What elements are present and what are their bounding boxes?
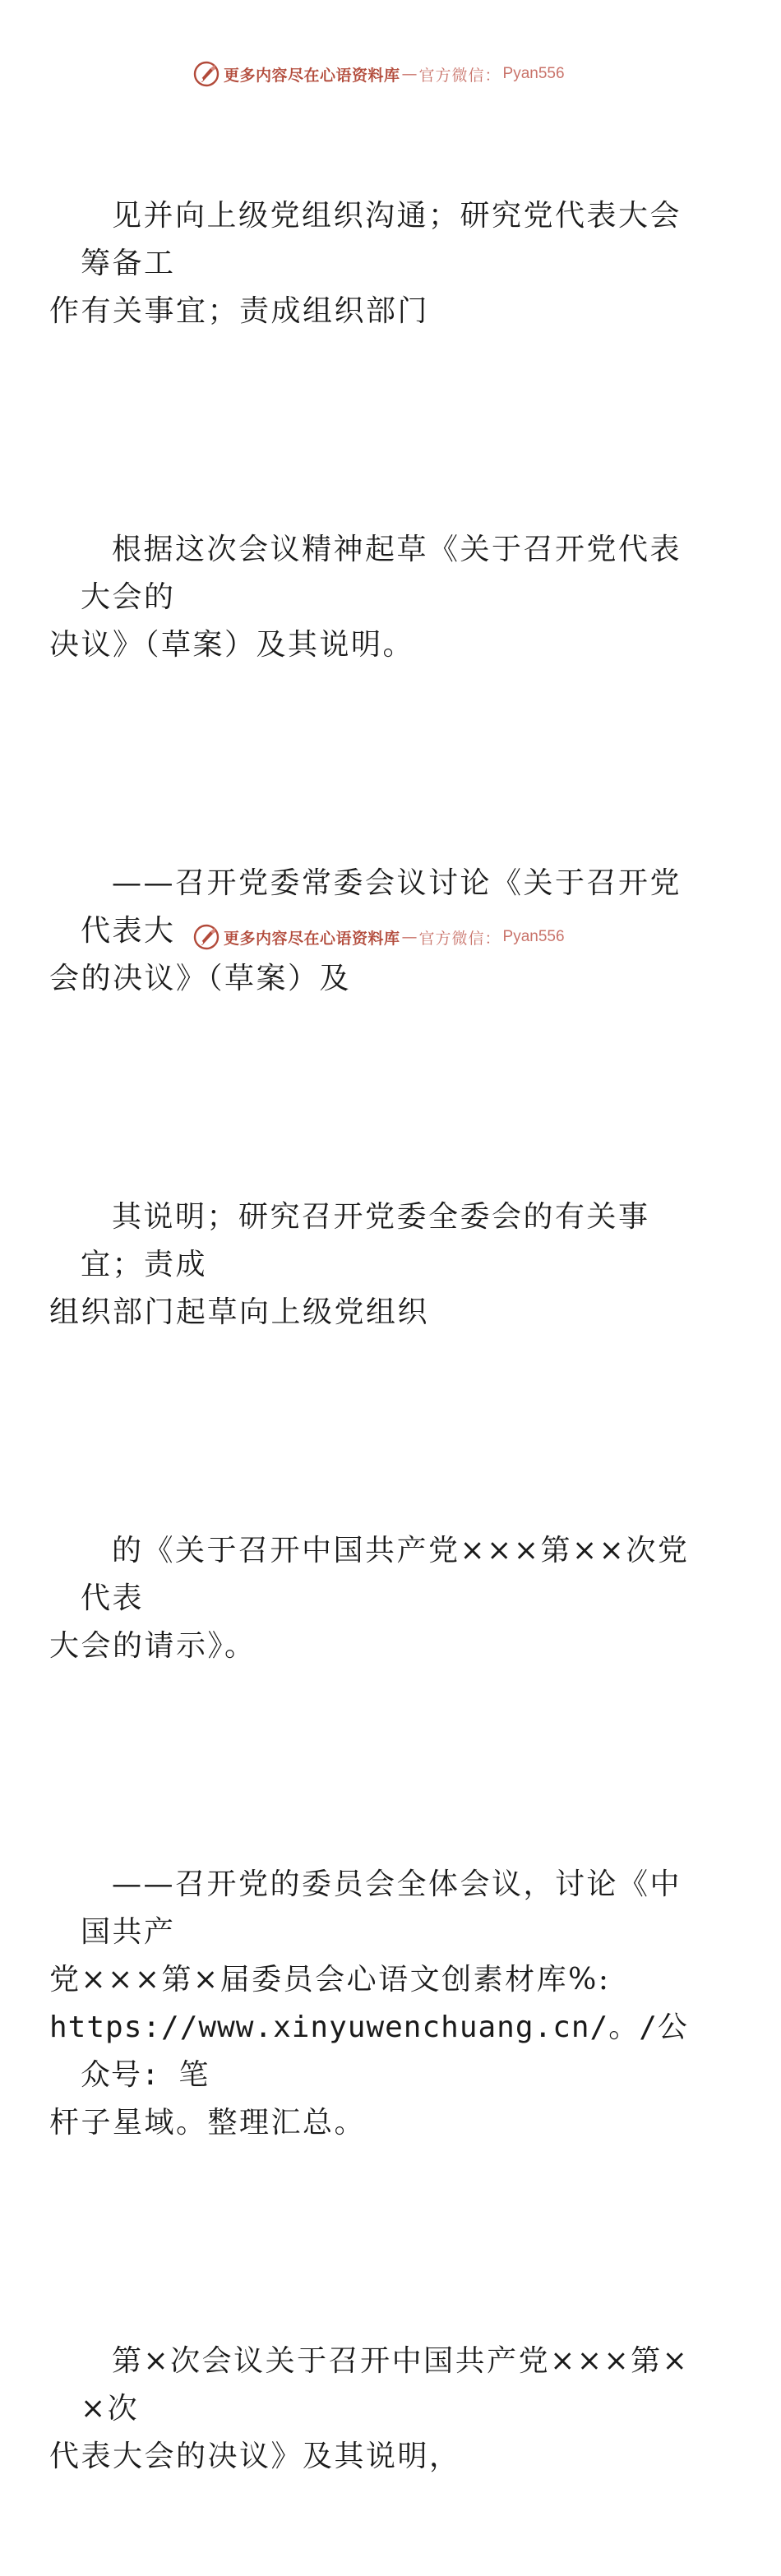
- paragraph-line: 组织部门起草向上级党组织: [49, 1295, 430, 1329]
- paragraph-line: ——召开党的委员会全体会议，讨论《中国共产: [81, 1867, 682, 1949]
- paragraph-line: 大会的请示》。: [49, 1629, 256, 1663]
- paragraph-1: [49, 97, 705, 431]
- header-watermark-banner: [192, 59, 565, 89]
- paragraph-line: 党×××第×届委员会心语文创素材库%:: [49, 1963, 611, 1997]
- paragraph-line: 代表大会的决议》及其说明，: [49, 2440, 461, 2473]
- paragraph-4: [49, 1098, 705, 1432]
- banner-brand-text: 更多内容尽在心语资料库: [224, 929, 400, 948]
- paragraph-line: 第×次会议关于召开中国共产党×××第××次: [81, 2344, 690, 2426]
- paragraph-2: [49, 431, 705, 764]
- footer-watermark-banner: [192, 922, 565, 952]
- paragraph-5: [49, 1432, 705, 1766]
- quill-pen-icon: [192, 923, 220, 951]
- paragraph-7: [49, 2242, 705, 2576]
- banner-brand-text: 更多内容尽在心语资料库: [224, 66, 400, 85]
- paragraph-6: [49, 1766, 705, 2242]
- document-body: [49, 97, 705, 2576]
- paragraph-line: 杆子星域。整理汇总。: [49, 2106, 367, 2140]
- paragraph-line: 会的决议》（草案）及: [49, 962, 352, 995]
- paragraph-line: 的《关于召开中国共产党×××第××次党代表: [81, 1534, 690, 1615]
- banner-wechat-id: Pyan556: [502, 65, 565, 82]
- quill-pen-icon: [192, 60, 220, 88]
- banner-separator: —: [401, 928, 418, 946]
- banner-wechat-id: Pyan556: [502, 928, 565, 945]
- paragraph-line: 根据这次会议精神起草《关于召开党代表大会的: [81, 533, 682, 614]
- paragraph-line-url: https://www.xinyuwenchuang.cn/。/公众号: 笔: [49, 2010, 688, 2092]
- paragraph-line: 见并向上级党组织沟通；研究党代表大会筹备工: [81, 199, 682, 280]
- paragraph-line: 决议》（草案）及其说明。: [49, 628, 415, 662]
- paragraph-line: 作有关事宜；责成组织部门: [49, 294, 430, 328]
- banner-official-label: 官方微信：: [418, 929, 501, 948]
- banner-separator: —: [401, 65, 418, 83]
- paragraph-line: 其说明；研究召开党委全委会的有关事宜；责成: [81, 1200, 650, 1281]
- paragraph-line: ——召开党委常委会议讨论《关于召开党代表大: [81, 866, 682, 948]
- banner-official-label: 官方微信：: [418, 66, 501, 85]
